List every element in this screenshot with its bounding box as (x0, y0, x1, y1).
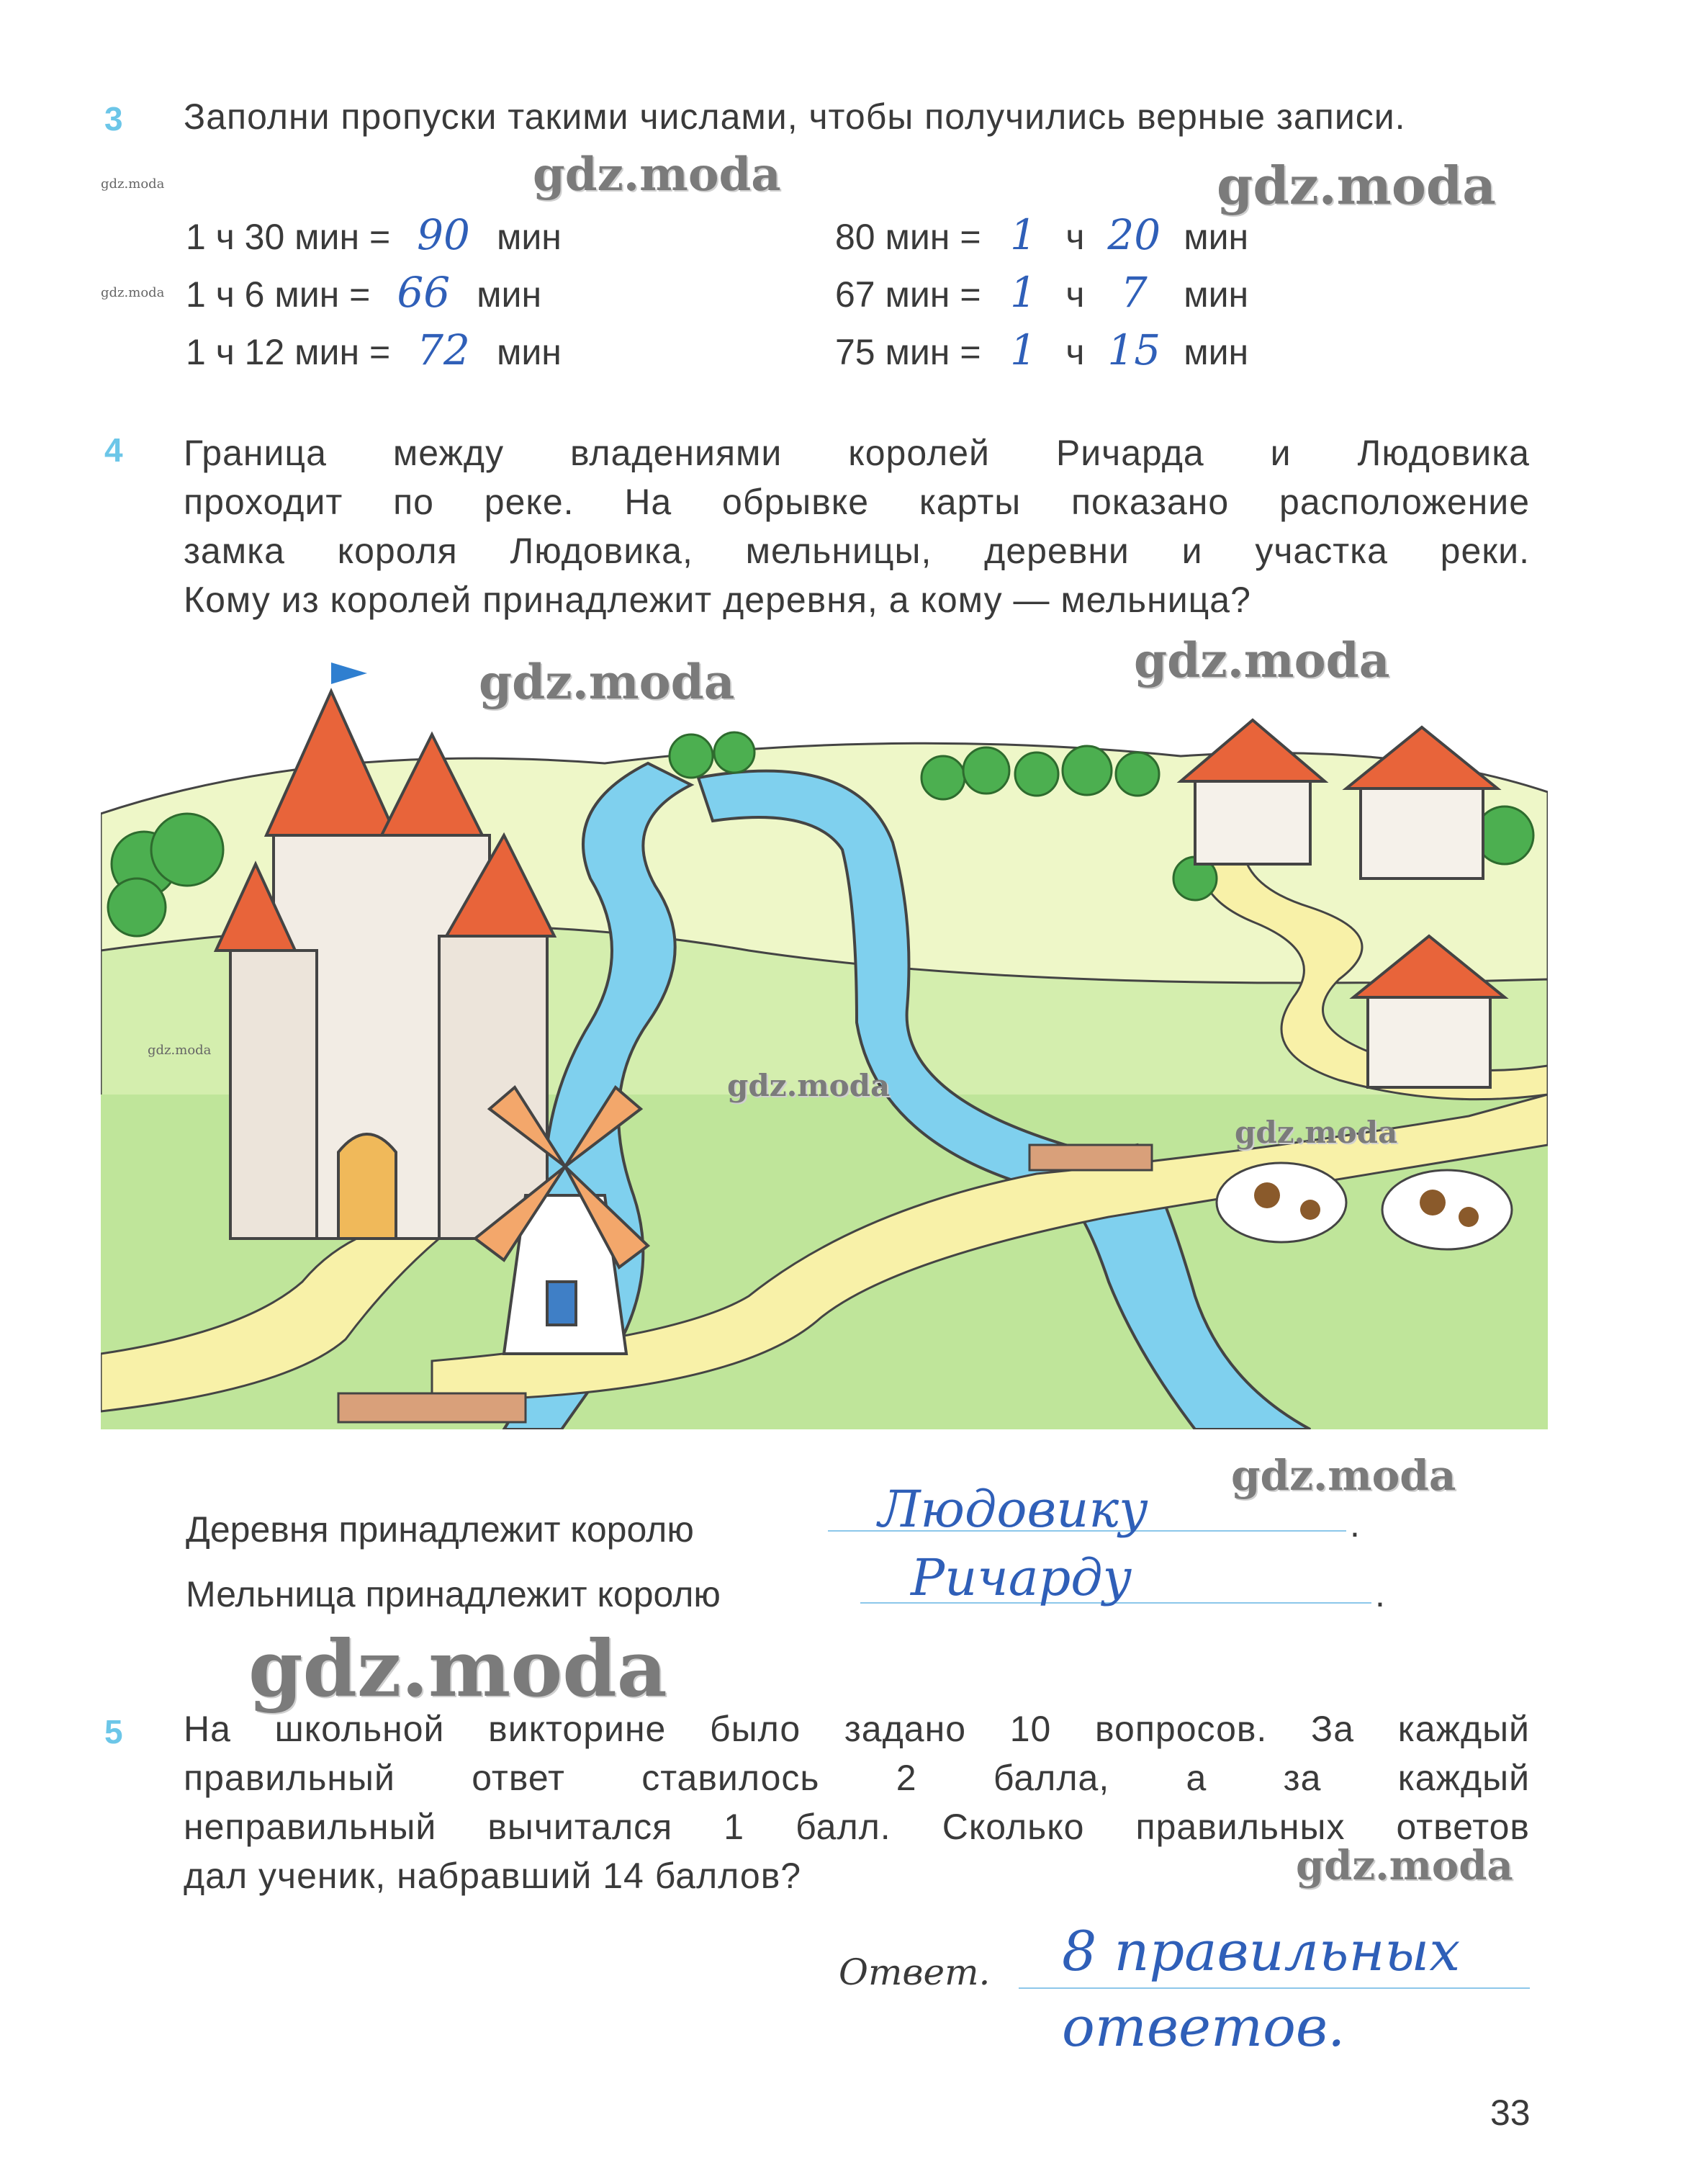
equation-unit: мин (1184, 217, 1249, 257)
watermark: gdz.moda (1235, 1115, 1398, 1150)
equation-prefix: 67 мин = (835, 274, 981, 315)
equation-row (186, 325, 562, 374)
task-number-5: 5 (104, 1713, 123, 1751)
watermark: gdz.moda (1217, 155, 1496, 216)
text-line: Кому из королей принадлежит деревня, а кому — мельница? (184, 580, 1251, 620)
text-line: замка короля Людовика, мельницы, деревни и участка реки. (184, 531, 1530, 571)
task4-text (184, 428, 1530, 624)
equation-unit: мин (1184, 332, 1249, 372)
text-line: проходит по реке. На обрывке карты показано расположение (184, 482, 1530, 522)
answer-value: 7 (1120, 268, 1148, 317)
equation-unit: мин (496, 332, 562, 372)
equation-row (835, 268, 1248, 317)
equation-unit: мин (477, 274, 542, 315)
equation-row (186, 210, 562, 259)
answer-village-owner: Людовику (878, 1480, 1148, 1539)
equation-row (835, 210, 1248, 259)
text-line: неправильный вычитался 1 балл. Сколько правильных ответов (184, 1807, 1530, 1847)
answer-value: 90 (417, 210, 470, 259)
answer-mill-owner: Ричарду (911, 1548, 1132, 1607)
watermark: gdz.moda (1231, 1451, 1456, 1500)
answer-value: 15 (1107, 325, 1161, 374)
equation-row (186, 268, 541, 317)
answer-value: 1 (1009, 268, 1037, 317)
answer-question-1: Деревня принадлежит королю (186, 1509, 694, 1550)
equation-prefix: 75 мин = (835, 332, 981, 372)
equation-prefix: 1 ч 6 мин = (186, 274, 371, 315)
answer-value: 20 (1107, 210, 1161, 259)
answer-value: 72 (417, 325, 470, 374)
answer-line-1: 8 правильных (1062, 1919, 1461, 1983)
map-illustration (101, 648, 1548, 1429)
period: . (1375, 1574, 1385, 1614)
equation-prefix: 1 ч 12 мин = (186, 332, 391, 372)
answer-value: 1 (1009, 325, 1037, 374)
equation-unit: мин (496, 217, 562, 257)
answer-question-2: Мельница принадлежит королю (186, 1574, 721, 1614)
equation-mid: ч (1065, 217, 1085, 257)
answer-label: Ответ. (839, 1951, 991, 1993)
watermark-small: gdz.moda (101, 176, 165, 192)
watermark-small: gdz.moda (101, 285, 165, 300)
equation-row (835, 325, 1248, 374)
equation-mid: ч (1065, 274, 1085, 315)
text-line: На школьной викторине было задано 10 вопросов. За каждый (184, 1709, 1530, 1749)
equation-prefix: 80 мин = (835, 217, 981, 257)
answer-value: 66 (397, 268, 451, 317)
text-line: правильный ответ ставилось 2 балла, а за каждый (184, 1758, 1530, 1798)
watermark: gdz.moda (1296, 1842, 1513, 1889)
equation-mid: ч (1065, 332, 1085, 372)
watermark: gdz.moda (1134, 632, 1390, 688)
task-number-4: 4 (104, 431, 123, 469)
task-number-3: 3 (104, 100, 123, 138)
answer-line (1019, 1987, 1530, 1989)
watermark-small: gdz.moda (148, 1043, 212, 1058)
answer-line-2: ответов. (1062, 1995, 1346, 2059)
equation-unit: мин (1184, 274, 1249, 315)
answer-value: 1 (1009, 210, 1037, 259)
equation-prefix: 1 ч 30 мин = (186, 217, 391, 257)
watermark: gdz.moda (248, 1624, 667, 1715)
task3-text: Заполни пропуски такими числами, чтобы получились верные записи. (184, 96, 1406, 137)
page-number: 33 (1490, 2093, 1531, 2133)
watermark: gdz.moda (479, 654, 735, 710)
text-line: Граница между владениями королей Ричарда и Людовика (184, 433, 1530, 473)
watermark: gdz.moda (727, 1068, 891, 1103)
watermark: gdz.moda (533, 148, 781, 202)
text-line: дал ученик, набравший 14 баллов? (184, 1856, 802, 1896)
period: . (1350, 1504, 1360, 1545)
